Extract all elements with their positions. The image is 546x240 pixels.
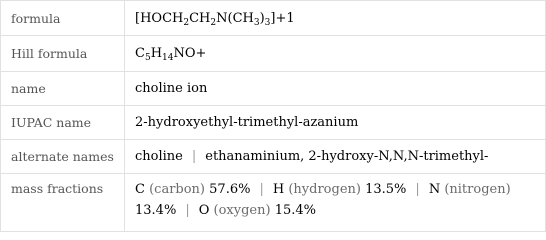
value-hill-formula [125, 36, 546, 72]
mass-fraction-element: (hydrogen) [288, 182, 361, 197]
separator: | [185, 203, 190, 218]
label-mass-fractions: mass fractions [1, 174, 125, 232]
mass-fraction-element: (nitrogen) [444, 182, 511, 197]
mass-fraction-element: (oxygen) [213, 203, 271, 218]
mass-fraction-symbol: O [198, 203, 210, 218]
formula-part: ) [259, 10, 265, 26]
value-mass-fractions [125, 174, 546, 232]
alternate-name: ethanaminium, 2-hydroxy-N,N,N-trimethyl- [205, 149, 489, 164]
hill-subscript: 5 [144, 53, 151, 63]
label-formula: formula [1, 1, 125, 36]
row-name [1, 72, 546, 106]
separator: | [259, 182, 264, 197]
row-iupac-name [1, 106, 546, 140]
hill-part: H [150, 46, 163, 61]
formula-subscript: 3 [264, 17, 271, 28]
row-formula [1, 1, 546, 36]
row-mass-fractions [1, 174, 546, 232]
label-alternate-names: alternate names [1, 140, 125, 174]
value-name: choline ion [125, 72, 546, 106]
hill-part: NO+ [173, 46, 207, 61]
row-hill-formula [1, 36, 546, 72]
mass-fraction-percent: 57.6% [209, 182, 251, 197]
formula-subscript: 2 [183, 17, 190, 28]
hill-subscript: 14 [162, 53, 174, 63]
alternate-name: choline [135, 149, 183, 164]
formula-subscript: 2 [210, 17, 217, 28]
formula-part: [HOCH [135, 10, 184, 26]
row-alternate-names [1, 140, 546, 174]
mass-fraction-symbol: C [135, 182, 145, 197]
formula-part: N(CH [216, 10, 254, 26]
mass-fraction-symbol: N [428, 182, 441, 197]
formula-part: CH [189, 10, 211, 26]
formula-subscript: 3 [253, 17, 260, 28]
mass-fraction-element: (carbon) [149, 182, 206, 197]
hill-part: C [135, 46, 145, 61]
label-iupac-name: IUPAC name [1, 106, 125, 140]
label-name: name [1, 72, 125, 106]
separator: | [415, 182, 420, 197]
value-alternate-names [125, 140, 546, 174]
label-hill-formula: Hill formula [1, 36, 125, 72]
mass-fraction-percent: 13.4% [135, 203, 177, 218]
separator: | [191, 149, 197, 164]
value-formula [125, 1, 546, 36]
mass-fraction-symbol: H [272, 182, 285, 197]
mass-fraction-percent: 15.4% [274, 203, 317, 218]
formula-part: ]+1 [270, 10, 295, 26]
value-iupac-name: 2-hydroxyethyl-trimethyl-azanium [125, 106, 546, 140]
mass-fraction-percent: 13.5% [365, 182, 407, 197]
